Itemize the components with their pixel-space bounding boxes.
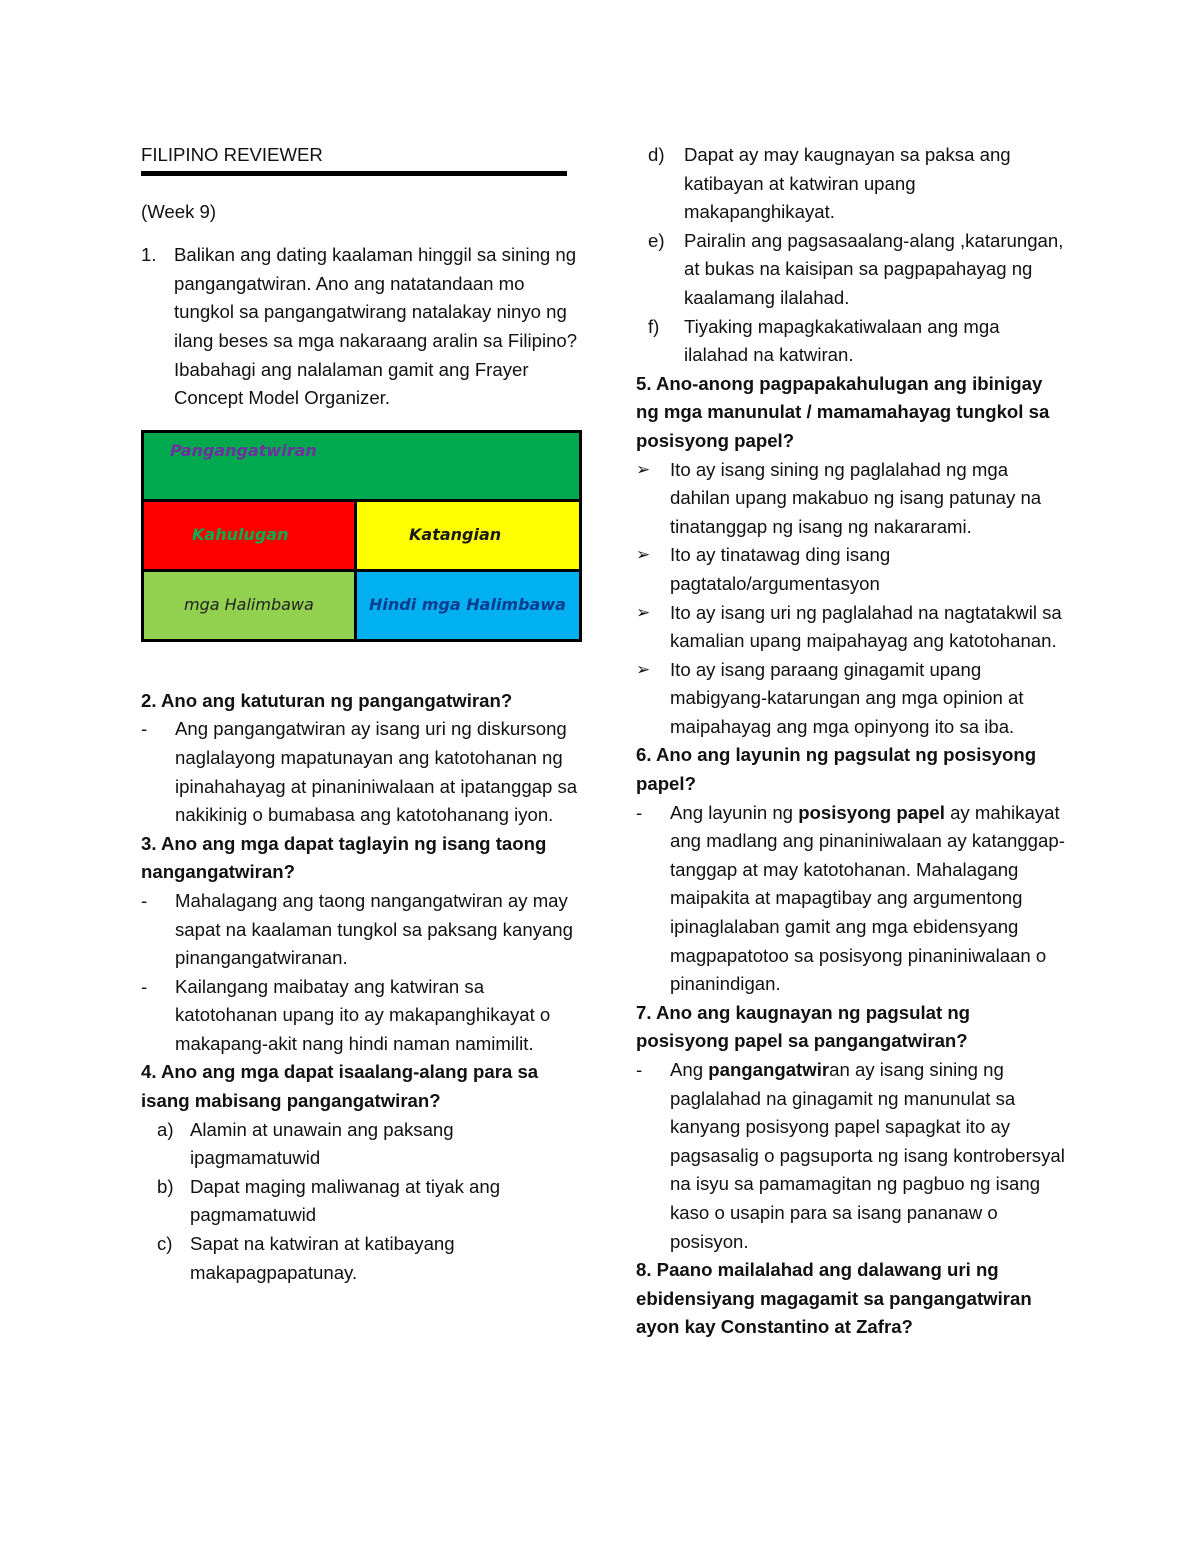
- arrow-bullet-icon: ➢: [636, 545, 651, 565]
- answer-7: [636, 1056, 1066, 1256]
- answer-6-emphasis: posisyong papel: [798, 801, 945, 823]
- answer-6-text: [670, 799, 1066, 999]
- answer-4-item-e: [636, 227, 1066, 313]
- frayer-model-organizer: [141, 430, 582, 642]
- letter-marker: c): [157, 1233, 173, 1255]
- answer-5-item-1: [636, 456, 1066, 542]
- question-5: 5. Ano-anong pagpapakahulugan ang ibinigay ng mga manunulat / mamamahayag tungkol sa posisyong papel?: [636, 372, 1050, 451]
- answer-2-text: Ang pangangatwiran ay isang uri ng diskursong naglalayong mapatunayan ang katotohanan ng ipinahahayag at pinaniniwalaan at ipatanggap sa nakikinig o bumabasa ang katotohanang iyon.: [175, 718, 578, 826]
- answer-3-item-1: [141, 887, 586, 973]
- answer-3-item-2-text: Kailangang maibatay ang katwiran sa katotohanan upang ito ay makapanghikayat o makapang-akit nang hindi naman namimilit.: [175, 975, 551, 1054]
- frayer-cell-characteristics: [357, 502, 579, 569]
- answer-5-item-2-text: Ito ay tinatawag ding isang pagtatalo/argumentasyon: [670, 544, 891, 594]
- right-column: [636, 141, 1066, 1342]
- answer-4-item-b-text: Dapat maging maliwanag at tiyak ang pagmamatuwid: [190, 1175, 501, 1226]
- frayer-non-examples-label: Hindi mga Halimbawa: [369, 594, 566, 614]
- letter-marker: d): [648, 144, 665, 165]
- answer-4-item-a-text: Alamin at unawain ang paksang ipagmamatuwid: [190, 1118, 454, 1169]
- letter-marker: b): [157, 1175, 174, 1197]
- answer-6-rest: ay mahikayat ang madlang ang pinaniniwalaan ay katanggap-tanggap at may katotohanan. Mahalagang maipakita at mapagtibay ang argumentong ipinaglalaban gamit ang mga ebidensyang magpapatotoo sa posisyong pinaniniwalaan o pinanindigan.: [670, 801, 1065, 995]
- left-column: [141, 141, 586, 1287]
- answer-4-item-d: [636, 141, 1066, 227]
- answer-4-item-a: [141, 1116, 586, 1173]
- answer-4-item-c: [141, 1230, 586, 1287]
- answer-7-text: [670, 1056, 1066, 1256]
- letter-marker: e): [648, 229, 665, 251]
- answer-4-item-f: [636, 313, 1066, 370]
- dash-bullet: -: [141, 718, 148, 740]
- answer-3-item-1-text: Mahalagang ang taong nangangatwiran ay may sapat na kaalaman tungkol sa paksang kanyang pinangangatwiranan.: [175, 889, 573, 969]
- answer-6: [636, 799, 1066, 999]
- answer-5-item-1-text: Ito ay isang sining ng paglalahad ng mga dahilan upang makabuo ng isang patunay na tinatanggap ng isang ng nakararami.: [670, 458, 1042, 537]
- question-7: 7. Ano ang kaugnayan ng pagsulat ng posisyong papel sa pangangatwiran?: [636, 1001, 971, 1052]
- dash-bullet: -: [141, 975, 148, 997]
- question-1: [141, 241, 586, 413]
- frayer-cell-term: [144, 433, 579, 499]
- dash-bullet: -: [141, 889, 148, 911]
- arrow-bullet-icon: ➢: [636, 459, 651, 479]
- question-4: 4. Ano ang mga dapat isaalang-alang para sa isang mabisang pangangatwiran?: [141, 1061, 539, 1112]
- frayer-cell-examples: [144, 572, 354, 639]
- frayer-cell-definition: [144, 502, 354, 569]
- answer-7-emphasis: pangangatwir: [708, 1059, 830, 1080]
- question-6: 6. Ano ang layunin ng pagsulat ng posisyong papel?: [636, 744, 1037, 795]
- arrow-bullet-icon: ➢: [636, 659, 651, 679]
- dash-bullet: -: [636, 801, 643, 823]
- answer-4-item-c-text: Sapat na katwiran at katibayang makapagpapatunay.: [190, 1233, 455, 1283]
- frayer-definition-label: Kahulugan: [192, 524, 289, 544]
- letter-marker: f): [648, 315, 660, 337]
- answer-4-item-e-text: Pairalin ang pagsasaalang-alang ,katarungan, at bukas na kaisipan sa pagpapahayag ng kaalamang ilalahad.: [684, 229, 1064, 308]
- title-underline: [141, 171, 567, 176]
- dash-bullet: -: [636, 1059, 643, 1080]
- answer-4-item-b: [141, 1173, 586, 1230]
- document-title: FILIPINO REVIEWER: [141, 144, 323, 165]
- frayer-cell-non-examples: [357, 572, 579, 639]
- answer-5-item-2: [636, 541, 1066, 598]
- week-label: (Week 9): [141, 200, 217, 222]
- answer-5-item-3: [636, 599, 1066, 656]
- answer-2: [141, 715, 586, 829]
- arrow-bullet-icon: ➢: [636, 602, 651, 622]
- letter-marker: a): [157, 1118, 174, 1140]
- question-8: 8. Paano mailalahad ang dalawang uri ng ebidensiyang magagamit sa pangangatwiran ayon kay Constantino at Zafra?: [636, 1259, 1032, 1338]
- question-2: 2. Ano ang katuturan ng pangangatwiran?: [141, 689, 513, 711]
- question-1-text: Balikan ang dating kaalaman hinggil sa sining ng pangangatwiran. Ano ang natatandaan mo tungkol sa pangangatwirang natalakay ninyo ng ilang beses sa mga nakaraang aralin sa Filipino? Ibabahagi ang nalalaman gamit ang Frayer Concept Model Organizer.: [174, 244, 578, 409]
- answer-4-item-d-text: Dapat ay may kaugnayan sa paksa ang katibayan at katwiran upang makapanghikayat.: [684, 144, 1011, 223]
- answer-5-item-4-text: Ito ay isang paraang ginagamit upang mabigyang-katarungan ang mga opinion at maipahayag ang mga opinyong ito sa iba.: [670, 658, 1024, 737]
- question-1-number: 1.: [141, 244, 157, 266]
- answer-3-item-2: [141, 973, 586, 1059]
- answer-7-rest: an ay isang sining ng paglalahad na ginagamit ng manunulat sa kanyang posisyong papel sapagkat ito ay pagsasalig o pagsuporta ng isang kontrobersyal na isyu sa pamamagitan ng pagbuo ng isang kaso o usapin para sa isang pananaw o posisyon.: [670, 1059, 1065, 1252]
- frayer-characteristics-label: Katangian: [409, 524, 502, 544]
- frayer-term-label: Pangangatwiran: [170, 440, 317, 460]
- answer-7-lead: Ang: [670, 1059, 709, 1080]
- answer-6-lead: Ang layunin ng: [670, 801, 799, 823]
- question-3: 3. Ano ang mga dapat taglayin ng isang taong nangangatwiran?: [141, 832, 547, 883]
- answer-5-item-4: [636, 656, 1066, 742]
- frayer-examples-label: mga Halimbawa: [184, 594, 314, 614]
- answer-5-item-3-text: Ito ay isang uri ng paglalahad na nagtatakwil sa kamalian upang maipahayag ang katotohanan.: [670, 601, 1062, 652]
- answer-4-item-f-text: Tiyaking mapagkakatiwalaan ang mga ilalahad na katwiran.: [684, 315, 1000, 366]
